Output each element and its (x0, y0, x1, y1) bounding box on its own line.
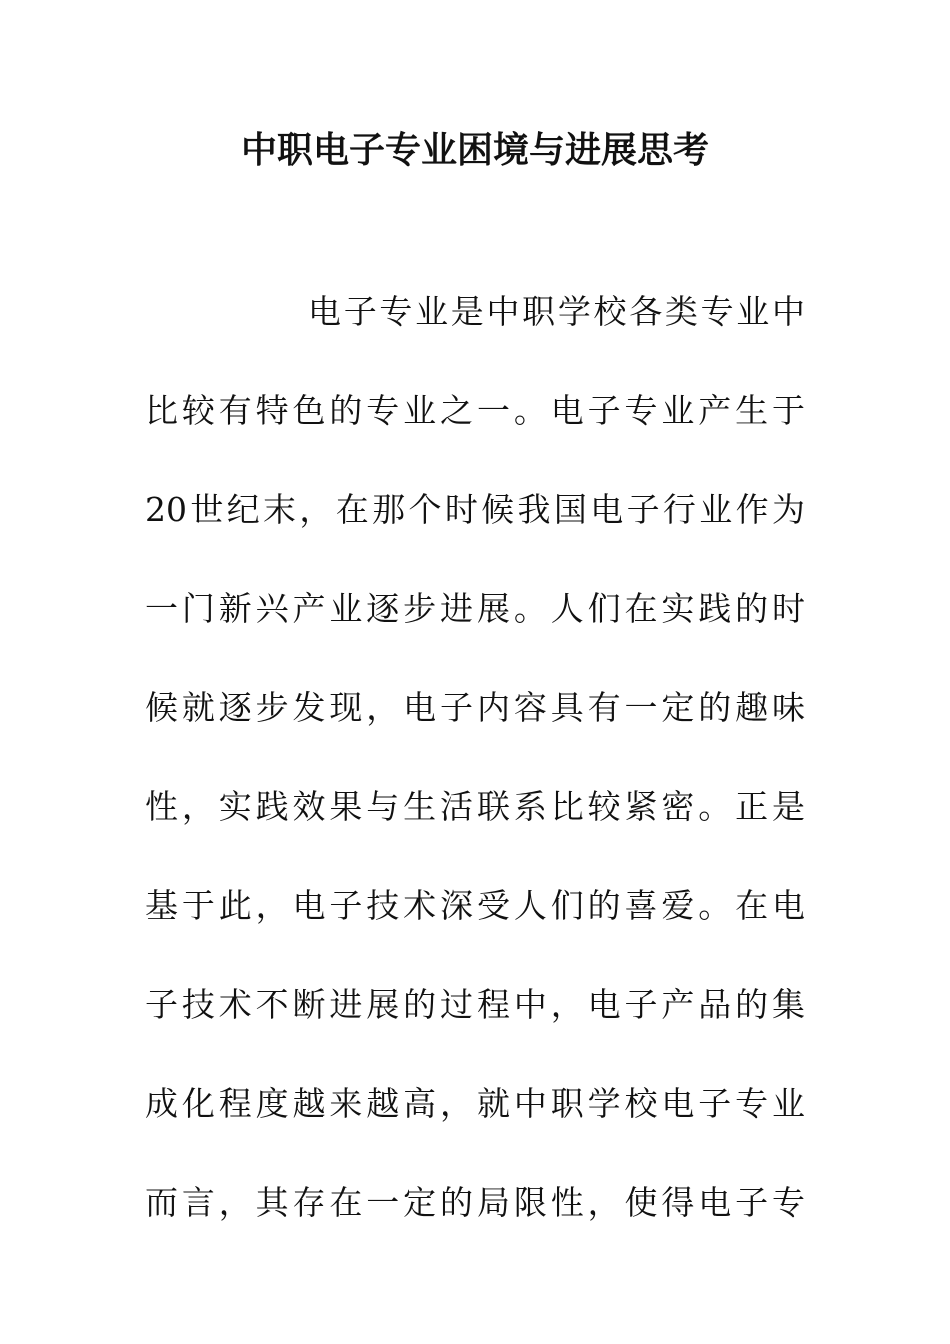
body-line-3: 20世纪末，在那个时候我国电子行业作为 (145, 490, 805, 529)
body-line-2: 比较有特色的专业之一。电子专业产生于 (145, 391, 805, 430)
body-line-4: 一门新兴产业逐步进展。人们在实践的时 (145, 589, 805, 628)
body-line-7: 基于此，电子技术深受人们的喜爱。在电 (145, 886, 805, 925)
body-line-1: 电子专业是中职学校各类专业中 (308, 292, 805, 331)
body-line-6: 性，实践效果与生活联系比较紧密。正是 (145, 787, 805, 826)
body-line-9: 成化程度越来越高，就中职学校电子专业 (145, 1084, 805, 1123)
body-line-10: 而言，其存在一定的局限性，使得电子专 (145, 1183, 805, 1222)
document-body (145, 262, 805, 1252)
body-line-5: 候就逐步发现，电子内容具有一定的趣味 (145, 688, 805, 727)
document-title: 中职电子专业困境与进展思考 (240, 130, 709, 171)
body-line-8: 子技术不断进展的过程中，电子产品的集 (145, 985, 805, 1024)
